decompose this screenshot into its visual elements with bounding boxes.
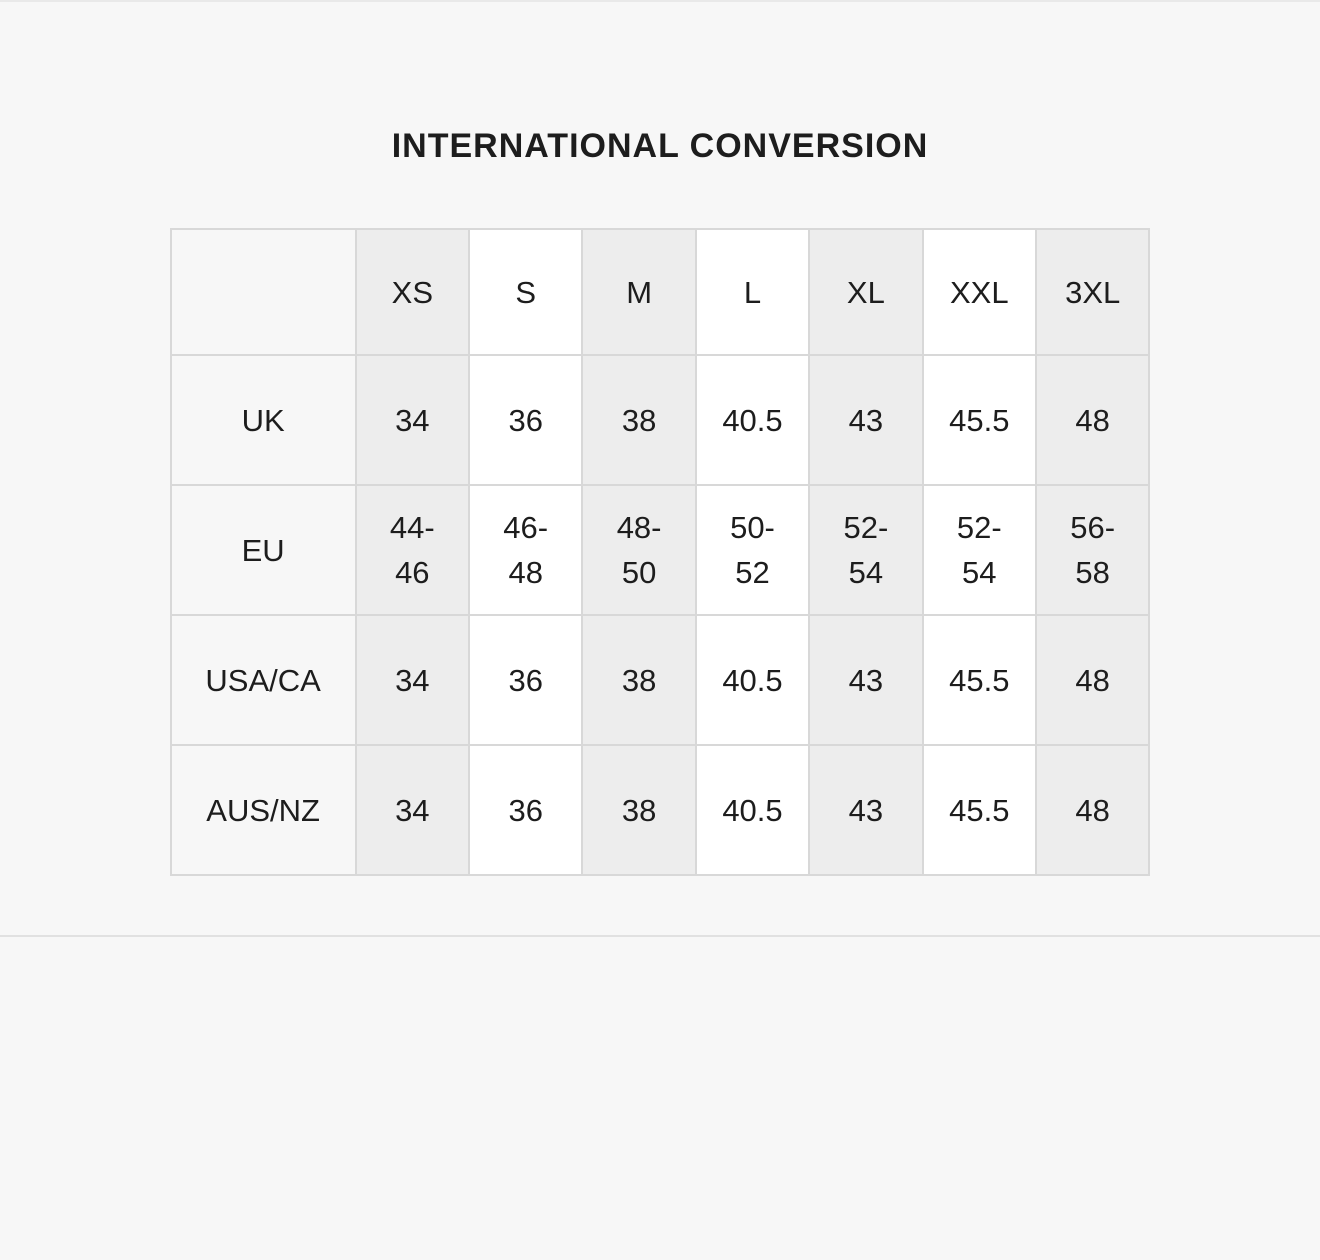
size-cell bbox=[1036, 485, 1149, 615]
size-cell bbox=[923, 485, 1036, 615]
row-header-aus-nz: AUS/NZ bbox=[171, 745, 356, 875]
size-cell bbox=[469, 355, 582, 485]
size-cell bbox=[469, 615, 582, 745]
section-divider bbox=[0, 935, 1320, 937]
row-header-uk: UK bbox=[171, 355, 356, 485]
column-header-xl: XL bbox=[809, 229, 922, 355]
size-cell bbox=[809, 485, 922, 615]
size-cell bbox=[696, 745, 809, 875]
size-value: 40.5 bbox=[722, 662, 783, 698]
size-value: 38 bbox=[621, 792, 657, 828]
size-value: 43 bbox=[848, 402, 884, 438]
size-value: 48 bbox=[1075, 792, 1110, 828]
size-value: 48 bbox=[1075, 402, 1110, 438]
size-cell bbox=[809, 745, 922, 875]
table-row-usa-ca bbox=[171, 615, 1150, 745]
size-value: 52-54 bbox=[843, 510, 889, 590]
size-cell bbox=[696, 615, 809, 745]
size-cell bbox=[582, 485, 695, 615]
table-header-row bbox=[171, 229, 1150, 355]
size-cell bbox=[582, 355, 695, 485]
size-cell bbox=[923, 355, 1036, 485]
size-cell bbox=[809, 355, 922, 485]
table-row-uk bbox=[171, 355, 1150, 485]
table-row-eu bbox=[171, 485, 1150, 615]
size-value: 44-46 bbox=[389, 510, 435, 590]
size-value: 56-58 bbox=[1070, 510, 1116, 590]
size-value: 36 bbox=[508, 402, 543, 438]
size-value: 38 bbox=[621, 662, 657, 698]
size-cell bbox=[696, 355, 809, 485]
size-cell bbox=[356, 485, 469, 615]
size-value: 52-54 bbox=[956, 510, 1002, 590]
size-value: 40.5 bbox=[722, 402, 783, 438]
column-header-3xl: 3XL bbox=[1036, 229, 1149, 355]
size-value: 40.5 bbox=[722, 792, 783, 828]
size-cell bbox=[356, 745, 469, 875]
size-value: 38 bbox=[621, 402, 657, 438]
size-cell bbox=[469, 745, 582, 875]
size-value: 34 bbox=[395, 662, 430, 698]
size-cell bbox=[923, 615, 1036, 745]
row-header-usa-ca: USA/CA bbox=[171, 615, 356, 745]
size-cell bbox=[356, 355, 469, 485]
size-value: 36 bbox=[508, 662, 543, 698]
size-value: 36 bbox=[508, 792, 543, 828]
size-value: 34 bbox=[395, 402, 430, 438]
column-header-l: L bbox=[696, 229, 809, 355]
size-cell bbox=[696, 485, 809, 615]
size-value: 46-48 bbox=[503, 510, 549, 590]
size-value: 45.5 bbox=[949, 662, 1010, 698]
size-cell bbox=[1036, 615, 1149, 745]
page-title: INTERNATIONAL CONVERSION bbox=[391, 127, 929, 165]
size-conversion-table bbox=[170, 228, 1151, 876]
size-cell bbox=[1036, 745, 1149, 875]
column-header-xs: XS bbox=[356, 229, 469, 355]
size-value: 43 bbox=[848, 662, 884, 698]
size-cell bbox=[582, 615, 695, 745]
size-value: 45.5 bbox=[949, 402, 1010, 438]
size-cell bbox=[356, 615, 469, 745]
size-value: 48 bbox=[1075, 662, 1110, 698]
size-value: 50-52 bbox=[730, 510, 775, 590]
table-row-aus-nz bbox=[171, 745, 1150, 875]
column-header-xxl: XXL bbox=[923, 229, 1036, 355]
size-cell bbox=[1036, 355, 1149, 485]
size-cell bbox=[923, 745, 1036, 875]
size-value: 45.5 bbox=[949, 792, 1010, 828]
column-header-s: S bbox=[469, 229, 582, 355]
size-value: 48-50 bbox=[616, 510, 662, 590]
row-header-eu: EU bbox=[171, 485, 356, 615]
size-value: 34 bbox=[395, 792, 430, 828]
size-cell bbox=[809, 615, 922, 745]
size-cell bbox=[469, 485, 582, 615]
column-header-m: M bbox=[582, 229, 695, 355]
size-value: 43 bbox=[848, 792, 884, 828]
corner-cell bbox=[171, 229, 356, 355]
size-cell bbox=[582, 745, 695, 875]
